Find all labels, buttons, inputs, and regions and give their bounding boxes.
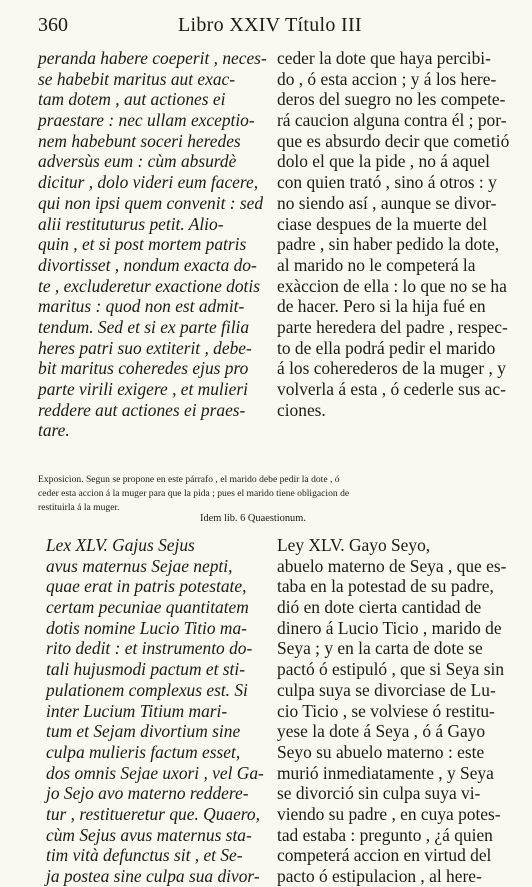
latin-text-line: tendum. Sed et si ex parte filia (38, 316, 250, 337)
spanish-text-line: do , ó esta accion ; y á los here- (277, 68, 497, 89)
latin-text-line: quae erat in patris potestate, (46, 576, 247, 597)
exposicion-line: restituirla á la muger. (38, 501, 120, 513)
latin-text-line: te , excluderetur exactione dotis (38, 275, 260, 296)
spanish-text-line: viendo su padre , en cuya potes- (277, 803, 501, 824)
spanish-text-line: se divorció sin culpa suya vi- (277, 783, 481, 804)
latin-text-line: tare. (38, 420, 70, 441)
latin-text-line: tali hujusmodi pactum et sti- (46, 659, 246, 680)
spanish-text-line: cio Ticio , se volviese ó restitu- (277, 700, 495, 721)
spanish-text-line: Ley XLV. Gayo Seyo, (277, 535, 431, 555)
latin-text-line: certam pecuniae quantitatem (46, 597, 249, 618)
exposicion-note (38, 473, 500, 515)
spanish-text-line: no siendo así , aunque se divor- (277, 192, 497, 213)
page-header (38, 14, 492, 44)
idem-text: Idem lib. 6 Quaestionum. (200, 513, 306, 524)
spanish-text-line: taba en la potestad de su padre, (277, 576, 494, 597)
latin-text-line: dotis nomine Lucio Titio ma- (46, 617, 247, 638)
latin-text-line: adversùs eum : cùm absurdè (38, 151, 237, 172)
spanish-text-line: deros del suegro no les compete- (277, 89, 506, 110)
spanish-text-line: pacto ó estipulacion , al here- (277, 866, 482, 886)
latin-text-line: culpa mulieris factum esset, (46, 741, 241, 762)
spanish-text-line: Seyo su abuelo materno : este (277, 741, 485, 762)
spanish-text-line: competerá accion en virtud del (277, 845, 492, 866)
spanish-text-line: parte heredera del padre , respec- (277, 316, 508, 337)
spanish-text-line: á los coherederos de la muger , y (277, 358, 506, 379)
latin-column-top (38, 48, 268, 441)
latin-text-line: dicitur , dolo videri eum facere, (38, 172, 259, 193)
latin-text-line: qui non ipsi quem convenit : sed (38, 192, 264, 213)
spanish-text-line: yese la dote á Seya , ó á Gayo (277, 721, 486, 742)
latin-text-line: Lex XLV. Gajus Sejus (46, 535, 195, 555)
latin-text-line: divortisset , nondum exacta do- (38, 254, 257, 275)
latin-text-line: parte virili exigere , et mulieri (38, 379, 248, 399)
spanish-text-line: abuelo materno de Seya , que es- (277, 555, 507, 576)
latin-text-line: rito dedit : et instrumento do- (46, 638, 253, 659)
spanish-text-line: volverla á esta , ó cederle sus ac- (277, 379, 506, 399)
spanish-text-line: rá caucion alguna contra él ; por- (277, 110, 507, 131)
running-title: Libro XXIV Título III (178, 14, 362, 36)
spanish-text-line: dolo el que la pide , no á aquel (277, 151, 490, 172)
spanish-text-line: padre , sin haber pedido la dote, (277, 234, 500, 255)
latin-text-line: bit maritus coheredes ejus pro (38, 358, 249, 379)
latin-text-line: tur , restitueretur que. Quaero, (46, 803, 260, 824)
spanish-text-line: Seya ; y en la carta de dote se (277, 638, 483, 659)
spanish-text-line: culpa suya se divorciase de Lu- (277, 679, 496, 700)
spanish-text-line: murió inmediatamente , y Seya (277, 762, 494, 783)
spanish-text-line: dió en dote cierta cantidad de (277, 597, 482, 618)
latin-text-line: dos omnis Sejae uxori , vel Ga- (46, 762, 264, 783)
latin-text-line: maritus : quod non est admit- (38, 296, 245, 317)
latin-text-line: quin , et si post mortem patris (38, 234, 247, 255)
spanish-text-line: de hacer. Pero si la hija fué en (277, 296, 486, 317)
spanish-text-line: ciones. (277, 399, 326, 420)
latin-text-line: inter Lucium Titium mari- (46, 700, 228, 721)
latin-text-line: nem habebunt soceri heredes (38, 130, 241, 151)
latin-text-line: tum et Sejam divortium sine (46, 721, 241, 742)
latin-text-line: heres patri suo extiterit , debe- (38, 337, 252, 358)
spanish-text-line: ceder la dote que haya percibi- (277, 48, 491, 68)
spanish-column-bottom (277, 535, 507, 887)
spanish-text-line: que es absurdo decir que cometió (277, 130, 510, 151)
latin-text-line: alii restituturus petit. Alio- (38, 213, 224, 234)
latin-text-line: ja postea sine culpa sua divor- (46, 866, 260, 886)
latin-text-line: pulationem complexus est. Si (46, 679, 248, 700)
latin-text-line: tam dotem , aut actiones ei (38, 89, 226, 110)
spanish-column-top (277, 48, 510, 420)
latin-text-line: peranda habere coeperit , neces- (38, 48, 267, 68)
latin-text-line: praestare : nec ullam exceptio- (38, 110, 255, 131)
spanish-text-line: ciase despues de la muerte del (277, 213, 488, 234)
spanish-text-line: exàccion de ella : lo que no se ha (277, 275, 507, 296)
spanish-text-line: to de ella podrá pedir el marido (277, 337, 496, 358)
latin-column-bottom (46, 535, 270, 887)
latin-text-line: cùm Sejus avus maternus sta- (46, 824, 252, 845)
latin-text-line: se habebit maritus aut exac- (38, 68, 236, 89)
spanish-text-line: tad estaba : pregunto , ¿á quien (277, 824, 493, 845)
page-number: 360 (38, 14, 68, 36)
spanish-text-line: dinero á Lucio Ticio , marido de (277, 617, 502, 638)
spanish-text-line: al marido no le competerá la (277, 254, 476, 275)
latin-text-line: reddere aut actiones ei praes- (38, 399, 246, 420)
idem-source-line (200, 513, 306, 524)
latin-text-line: avus maternus Sejae nepti, (46, 555, 233, 576)
exposicion-line: Exposicion. Segun se propone en este párrafo , el marido debe pedir la dote , ó (38, 474, 340, 485)
spanish-text-line: con quien trató , sino á otros : y (277, 172, 497, 193)
latin-text-line: tim vità defunctus sit , et Se- (46, 845, 243, 866)
exposicion-line: ceder esta accion á la muger para que la pida ; pues el marido tiene obligacion de (38, 487, 350, 499)
spanish-text-line: pactó ó estipuló , que si Seya sin (277, 659, 505, 680)
latin-text-line: jo Sejo avo materno reddere- (46, 783, 249, 804)
